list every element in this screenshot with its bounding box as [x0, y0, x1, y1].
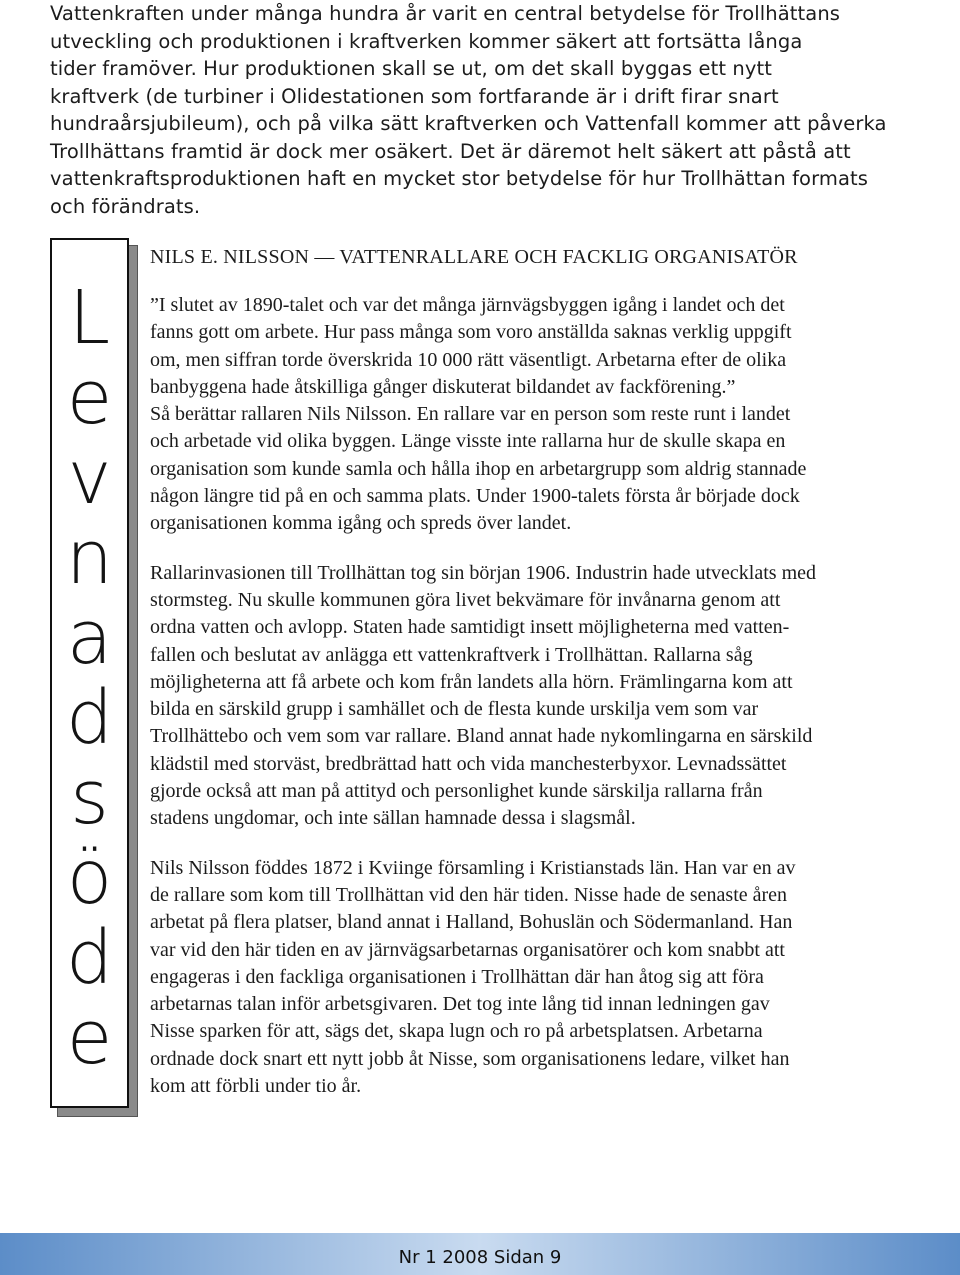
article-text-line: ordna vatten och avlopp. Staten hade samtidigt insett möjligheterna med vatten- — [150, 616, 790, 639]
article-text-line: organisationen komma igång och spreds över landet. — [150, 512, 572, 535]
article-text-line: ”I slutet av 1890-talet och var det många järnvägsbyggen igång i landet och det — [150, 294, 785, 316]
article-text-line: var vid den här tiden en av järnvägsarbetarnas organisatörer och kom snabbt att — [150, 938, 785, 961]
intro-paragraph — [50, 0, 940, 220]
sidebar-title-box — [50, 238, 129, 1108]
intro-line: vattenkraftsproduktionen haft en mycket stor betydelse för hur Trollhättan formats — [50, 167, 869, 190]
sidebar-title-letter: ö — [66, 835, 113, 921]
intro-line: kraftverk (de turbiner i Olidestationen som fortfarande är i drift firar snart — [50, 84, 779, 108]
sidebar-title-letter: e — [66, 995, 113, 1081]
sidebar-title-letter: a — [66, 595, 113, 681]
article-text-line: fanns gott om arbete. Hur pass många som voro anställda saknas verklig uppgift — [150, 321, 792, 344]
intro-line: och förändrats. — [50, 194, 201, 218]
article-text-line: engageras i den fackliga organisationen i Trollhättan där han åtog sig att föra — [150, 965, 764, 988]
article-text-line: Nisse sparken för att, sägs det, skapa lugn och ro på arbetsplatsen. Arbetarna — [150, 1020, 763, 1043]
article-text-line: Så berättar rallaren Nils Nilsson. En rallare var en person som reste runt i landet — [150, 403, 791, 426]
article-text-line: ordnade dock snart ett nytt jobb åt Nisse, som organisationens ledare, vilket han — [150, 1047, 790, 1070]
article-text-line: stormsteg. Nu skulle kommunen göra livet bekvämare för invånarna genom att — [150, 588, 781, 611]
article-text-line: arbetarnas talan inför arbetsgivaren. Det tog inte lång tid innan ledningen gav — [150, 993, 770, 1016]
sidebar-title-letter: d — [66, 675, 113, 761]
article-text-line: om, men siffran torde överskrida 10 000 rätt väsentligt. Arbetarna efter de olika — [150, 348, 787, 371]
article-text-line: arbetat på flera platser, bland annat i Halland, Bohuslän och Södermanland. Han — [150, 911, 793, 934]
article-paragraph-2 — [150, 560, 910, 833]
sidebar-title-letter: e — [66, 355, 113, 441]
article-paragraph-1 — [150, 292, 910, 538]
intro-line: hundraårsjubileum), och på vilka sätt kraftverken och Vattenfall kommer att påverka — [50, 112, 887, 135]
article-heading: NILS E. NILSSON — VATTENRALLARE OCH FACKLIG ORGANISATÖR — [150, 246, 798, 268]
intro-line: utveckling och produktionen i kraftverken kommer säkert att fortsätta långa — [50, 29, 803, 53]
article-text-line: någon längre tid på en och samma plats. Under 1900-talets första år började dock — [150, 485, 800, 508]
article-text-line: banbyggena hade åtskilliga gånger diskuterat bildandet av fackförening.” — [150, 375, 736, 398]
article-text-line: Trollhättebo och vem som var rallare. Bland annat hade nykomlingarna en särskild — [150, 725, 813, 748]
intro-line: tider framöver. Hur produktionen skall se ut, om det skall byggas ett nytt — [50, 57, 772, 80]
article-paragraph-3 — [150, 855, 910, 1101]
intro-line: Vattenkraften under många hundra år varit en central betydelse för Trollhättans — [50, 2, 841, 25]
article-text-line: klädstil med storväst, bredbrättad hatt och vida manchesterbyxor. Levnadssättet — [150, 752, 787, 775]
sidebar-title-letters — [52, 275, 127, 1081]
article-text-line: Rallarinvasionen till Trollhättan tog sin början 1906. Industrin hade utvecklats med — [150, 561, 817, 584]
article-text-line: stadens ungdomar, och inte sällan hamnade dessa i slagsmål. — [150, 807, 636, 830]
article-text-line: och arbetade vid olika byggen. Länge visste inte rallarna hur de skulle skapa en — [150, 430, 786, 453]
intro-line: Trollhättans framtid är dock mer osäkert. Det är däremot helt säkert att påstå att — [50, 139, 851, 163]
article-text-line: organisation som kunde samla och hålla ihop en arbetargrupp som aldrig stannade — [150, 457, 807, 480]
article-text-line: bilda en särskild grupp i samhället och de flesta kunde urskilja vem som var — [150, 698, 759, 721]
sidebar-title-letter: L — [68, 275, 111, 361]
article-text-line: möjligheterna att få arbete och kom från landets alla hörn. Främlingarna kom att — [150, 670, 793, 693]
page-footer — [0, 1233, 960, 1275]
article-text-line: de rallare som kom till Trollhättan vid den här tiden. Nisse hade de senaste åren — [150, 883, 788, 906]
article-text-line: gjorde också att man på attityd och personlighet kunde särskilja rallarna från — [150, 780, 763, 803]
sidebar-title-letter: s — [70, 755, 109, 841]
page-number-label: Nr 1 2008 Sidan 9 — [398, 1247, 562, 1268]
article — [150, 244, 910, 1122]
sidebar-title-letter: v — [67, 435, 112, 521]
article-text-line: Nils Nilsson föddes 1872 i Kviinge församling i Kristianstads län. Han var en av — [150, 856, 796, 879]
sidebar-title-letter: d — [66, 915, 113, 1001]
article-text-line: kom att förbli under tio år. — [150, 1075, 362, 1098]
sidebar-title-letter: n — [66, 515, 113, 601]
article-text-line: fallen och beslutat av anlägga ett vattenkraftverk i Trollhättan. Rallarna såg — [150, 643, 753, 666]
